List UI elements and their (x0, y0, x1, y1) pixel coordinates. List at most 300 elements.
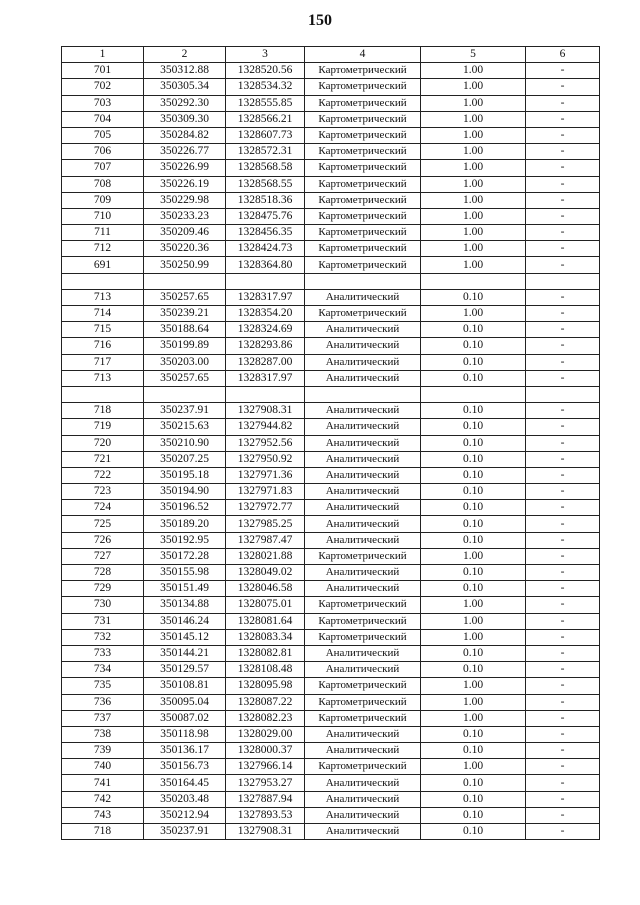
note-cell: - (526, 306, 600, 322)
accuracy-cell: 0.10 (421, 645, 526, 661)
x-coordinate-cell: 350309.30 (144, 111, 226, 127)
note-cell: - (526, 678, 600, 694)
accuracy-cell: 0.10 (421, 338, 526, 354)
point-number-cell: 722 (62, 467, 144, 483)
table-row (62, 451, 600, 467)
y-coordinate-cell: 1327966.14 (226, 759, 305, 775)
column-header: 1 (62, 47, 144, 63)
accuracy-cell: 1.00 (421, 79, 526, 95)
note-cell: - (526, 759, 600, 775)
method-cell: Картометрический (305, 678, 421, 694)
y-coordinate-cell: 1328456.35 (226, 225, 305, 241)
method-cell: Картометрический (305, 160, 421, 176)
point-number-cell: 708 (62, 176, 144, 192)
coordinates-table (61, 46, 600, 840)
x-coordinate-cell: 350226.99 (144, 160, 226, 176)
accuracy-cell: 1.00 (421, 694, 526, 710)
y-coordinate-cell: 1328287.00 (226, 354, 305, 370)
y-coordinate-cell: 1328108.48 (226, 662, 305, 678)
table-row (62, 208, 600, 224)
accuracy-cell (421, 386, 526, 402)
accuracy-cell: 1.00 (421, 95, 526, 111)
note-cell: - (526, 581, 600, 597)
x-coordinate-cell: 350257.65 (144, 289, 226, 305)
y-coordinate-cell: 1327908.31 (226, 403, 305, 419)
point-number-cell: 719 (62, 419, 144, 435)
x-coordinate-cell: 350145.12 (144, 629, 226, 645)
accuracy-cell: 1.00 (421, 548, 526, 564)
method-cell: Картометрический (305, 111, 421, 127)
y-coordinate-cell: 1328424.73 (226, 241, 305, 257)
x-coordinate-cell: 350203.00 (144, 354, 226, 370)
method-cell: Аналитический (305, 467, 421, 483)
accuracy-cell: 0.10 (421, 289, 526, 305)
method-cell: Аналитический (305, 403, 421, 419)
note-cell (526, 386, 600, 402)
note-cell: - (526, 775, 600, 791)
accuracy-cell: 0.10 (421, 403, 526, 419)
method-cell: Аналитический (305, 743, 421, 759)
method-cell: Картометрический (305, 759, 421, 775)
x-coordinate-cell: 350144.21 (144, 645, 226, 661)
point-number-cell: 712 (62, 241, 144, 257)
note-cell: - (526, 791, 600, 807)
accuracy-cell: 1.00 (421, 257, 526, 273)
point-number-cell (62, 273, 144, 289)
point-number-cell: 735 (62, 678, 144, 694)
accuracy-cell: 0.10 (421, 451, 526, 467)
note-cell: - (526, 208, 600, 224)
table-header-row (62, 47, 600, 63)
note-cell: - (526, 322, 600, 338)
column-header: 3 (226, 47, 305, 63)
y-coordinate-cell: 1327952.56 (226, 435, 305, 451)
point-number-cell: 718 (62, 403, 144, 419)
accuracy-cell: 0.10 (421, 581, 526, 597)
x-coordinate-cell: 350203.48 (144, 791, 226, 807)
x-coordinate-cell: 350155.98 (144, 565, 226, 581)
x-coordinate-cell: 350220.36 (144, 241, 226, 257)
column-header: 5 (421, 47, 526, 63)
method-cell: Картометрический (305, 79, 421, 95)
x-coordinate-cell: 350194.90 (144, 484, 226, 500)
y-coordinate-cell: 1328354.20 (226, 306, 305, 322)
table-row (62, 111, 600, 127)
x-coordinate-cell: 350229.98 (144, 192, 226, 208)
note-cell: - (526, 548, 600, 564)
method-cell: Аналитический (305, 565, 421, 581)
table-row (62, 192, 600, 208)
note-cell: - (526, 79, 600, 95)
table-row (62, 127, 600, 143)
method-cell: Аналитический (305, 824, 421, 840)
method-cell: Картометрический (305, 176, 421, 192)
x-coordinate-cell: 350239.21 (144, 306, 226, 322)
table-row (62, 322, 600, 338)
y-coordinate-cell: 1328317.97 (226, 289, 305, 305)
x-coordinate-cell: 350129.57 (144, 662, 226, 678)
point-number-cell: 724 (62, 500, 144, 516)
y-coordinate-cell: 1327887.94 (226, 791, 305, 807)
y-coordinate-cell: 1328534.32 (226, 79, 305, 95)
note-cell: - (526, 694, 600, 710)
accuracy-cell: 1.00 (421, 192, 526, 208)
method-cell (305, 273, 421, 289)
point-number-cell: 737 (62, 710, 144, 726)
table-row (62, 273, 600, 289)
y-coordinate-cell: 1327971.83 (226, 484, 305, 500)
note-cell: - (526, 111, 600, 127)
table-row (62, 726, 600, 742)
y-coordinate-cell: 1327971.36 (226, 467, 305, 483)
note-cell: - (526, 645, 600, 661)
y-coordinate-cell: 1328520.56 (226, 63, 305, 79)
note-cell: - (526, 257, 600, 273)
x-coordinate-cell: 350188.64 (144, 322, 226, 338)
point-number-cell: 717 (62, 354, 144, 370)
x-coordinate-cell: 350210.90 (144, 435, 226, 451)
column-header: 6 (526, 47, 600, 63)
accuracy-cell: 0.10 (421, 419, 526, 435)
x-coordinate-cell: 350156.73 (144, 759, 226, 775)
x-coordinate-cell: 350134.88 (144, 597, 226, 613)
table-row (62, 532, 600, 548)
table-row (62, 597, 600, 613)
y-coordinate-cell: 1327950.92 (226, 451, 305, 467)
accuracy-cell: 1.00 (421, 613, 526, 629)
accuracy-cell: 0.10 (421, 824, 526, 840)
method-cell: Аналитический (305, 354, 421, 370)
method-cell: Аналитический (305, 370, 421, 386)
point-number-cell: 691 (62, 257, 144, 273)
method-cell: Картометрический (305, 127, 421, 143)
x-coordinate-cell: 350196.52 (144, 500, 226, 516)
note-cell: - (526, 516, 600, 532)
x-coordinate-cell: 350118.98 (144, 726, 226, 742)
note-cell: - (526, 289, 600, 305)
note-cell: - (526, 451, 600, 467)
point-number-cell: 703 (62, 95, 144, 111)
y-coordinate-cell: 1328000.37 (226, 743, 305, 759)
accuracy-cell: 1.00 (421, 597, 526, 613)
method-cell: Аналитический (305, 419, 421, 435)
accuracy-cell: 0.10 (421, 775, 526, 791)
y-coordinate-cell: 1328324.69 (226, 322, 305, 338)
accuracy-cell: 0.10 (421, 565, 526, 581)
table-row (62, 484, 600, 500)
x-coordinate-cell: 350284.82 (144, 127, 226, 143)
table-row (62, 694, 600, 710)
point-number-cell: 732 (62, 629, 144, 645)
x-coordinate-cell: 350226.77 (144, 144, 226, 160)
method-cell: Аналитический (305, 775, 421, 791)
y-coordinate-cell: 1328568.58 (226, 160, 305, 176)
note-cell: - (526, 127, 600, 143)
method-cell: Аналитический (305, 807, 421, 823)
accuracy-cell: 0.10 (421, 484, 526, 500)
note-cell: - (526, 532, 600, 548)
point-number-cell: 718 (62, 824, 144, 840)
note-cell: - (526, 176, 600, 192)
method-cell: Аналитический (305, 435, 421, 451)
x-coordinate-cell: 350226.19 (144, 176, 226, 192)
note-cell: - (526, 241, 600, 257)
x-coordinate-cell: 350312.88 (144, 63, 226, 79)
x-coordinate-cell: 350146.24 (144, 613, 226, 629)
method-cell: Картометрический (305, 257, 421, 273)
table-row (62, 775, 600, 791)
y-coordinate-cell: 1328607.73 (226, 127, 305, 143)
note-cell: - (526, 370, 600, 386)
table-row (62, 743, 600, 759)
point-number-cell: 713 (62, 289, 144, 305)
method-cell: Аналитический (305, 289, 421, 305)
note-cell: - (526, 144, 600, 160)
note-cell: - (526, 500, 600, 516)
table-row (62, 467, 600, 483)
table-row (62, 791, 600, 807)
point-number-cell: 738 (62, 726, 144, 742)
x-coordinate-cell: 350192.95 (144, 532, 226, 548)
y-coordinate-cell: 1328364.80 (226, 257, 305, 273)
x-coordinate-cell: 350189.20 (144, 516, 226, 532)
accuracy-cell: 1.00 (421, 63, 526, 79)
table-row (62, 516, 600, 532)
point-number-cell: 734 (62, 662, 144, 678)
accuracy-cell: 1.00 (421, 127, 526, 143)
point-number-cell: 706 (62, 144, 144, 160)
x-coordinate-cell: 350195.18 (144, 467, 226, 483)
y-coordinate-cell: 1328081.64 (226, 613, 305, 629)
x-coordinate-cell: 350292.30 (144, 95, 226, 111)
method-cell: Картометрический (305, 192, 421, 208)
y-coordinate-cell (226, 273, 305, 289)
note-cell: - (526, 484, 600, 500)
table-row (62, 95, 600, 111)
x-coordinate-cell: 350215.63 (144, 419, 226, 435)
x-coordinate-cell: 350164.45 (144, 775, 226, 791)
table-row (62, 289, 600, 305)
y-coordinate-cell (226, 386, 305, 402)
table-row (62, 548, 600, 564)
x-coordinate-cell: 350250.99 (144, 257, 226, 273)
table-row (62, 386, 600, 402)
y-coordinate-cell: 1327953.27 (226, 775, 305, 791)
method-cell: Аналитический (305, 500, 421, 516)
note-cell: - (526, 225, 600, 241)
y-coordinate-cell: 1328049.02 (226, 565, 305, 581)
column-header: 4 (305, 47, 421, 63)
accuracy-cell: 0.10 (421, 370, 526, 386)
y-coordinate-cell: 1328029.00 (226, 726, 305, 742)
accuracy-cell: 0.10 (421, 807, 526, 823)
table-row (62, 500, 600, 516)
x-coordinate-cell: 350305.34 (144, 79, 226, 95)
table-row (62, 662, 600, 678)
y-coordinate-cell: 1328572.31 (226, 144, 305, 160)
note-cell: - (526, 726, 600, 742)
table-row (62, 824, 600, 840)
accuracy-cell: 1.00 (421, 678, 526, 694)
column-header: 2 (144, 47, 226, 63)
note-cell: - (526, 743, 600, 759)
method-cell: Аналитический (305, 451, 421, 467)
method-cell: Картометрический (305, 597, 421, 613)
accuracy-cell: 1.00 (421, 710, 526, 726)
accuracy-cell: 0.10 (421, 467, 526, 483)
x-coordinate-cell: 350172.28 (144, 548, 226, 564)
y-coordinate-cell: 1327987.47 (226, 532, 305, 548)
method-cell: Картометрический (305, 63, 421, 79)
page-number: 150 (308, 12, 332, 29)
y-coordinate-cell: 1328555.85 (226, 95, 305, 111)
y-coordinate-cell: 1327985.25 (226, 516, 305, 532)
y-coordinate-cell: 1328293.86 (226, 338, 305, 354)
method-cell: Аналитический (305, 726, 421, 742)
method-cell: Картометрический (305, 95, 421, 111)
accuracy-cell: 1.00 (421, 208, 526, 224)
point-number-cell: 727 (62, 548, 144, 564)
table-row (62, 807, 600, 823)
method-cell: Аналитический (305, 338, 421, 354)
x-coordinate-cell: 350212.94 (144, 807, 226, 823)
point-number-cell: 720 (62, 435, 144, 451)
y-coordinate-cell: 1327972.77 (226, 500, 305, 516)
point-number-cell: 711 (62, 225, 144, 241)
accuracy-cell: 0.10 (421, 791, 526, 807)
point-number-cell: 723 (62, 484, 144, 500)
table-row (62, 354, 600, 370)
x-coordinate-cell: 350095.04 (144, 694, 226, 710)
accuracy-cell: 1.00 (421, 241, 526, 257)
point-number-cell (62, 386, 144, 402)
point-number-cell: 731 (62, 613, 144, 629)
table-row (62, 710, 600, 726)
point-number-cell: 736 (62, 694, 144, 710)
y-coordinate-cell: 1328317.97 (226, 370, 305, 386)
method-cell (305, 386, 421, 402)
point-number-cell: 721 (62, 451, 144, 467)
method-cell: Аналитический (305, 532, 421, 548)
table-row (62, 629, 600, 645)
method-cell: Аналитический (305, 484, 421, 500)
method-cell: Аналитический (305, 322, 421, 338)
note-cell: - (526, 63, 600, 79)
accuracy-cell: 0.10 (421, 532, 526, 548)
note-cell: - (526, 354, 600, 370)
table-row (62, 63, 600, 79)
accuracy-cell: 1.00 (421, 111, 526, 127)
accuracy-cell: 0.10 (421, 662, 526, 678)
table-row (62, 225, 600, 241)
y-coordinate-cell: 1328075.01 (226, 597, 305, 613)
accuracy-cell: 1.00 (421, 759, 526, 775)
y-coordinate-cell: 1327893.53 (226, 807, 305, 823)
accuracy-cell: 0.10 (421, 726, 526, 742)
note-cell: - (526, 467, 600, 483)
method-cell: Картометрический (305, 613, 421, 629)
accuracy-cell (421, 273, 526, 289)
y-coordinate-cell: 1328083.34 (226, 629, 305, 645)
table-row (62, 565, 600, 581)
note-cell: - (526, 597, 600, 613)
y-coordinate-cell: 1328087.22 (226, 694, 305, 710)
method-cell: Аналитический (305, 645, 421, 661)
accuracy-cell: 0.10 (421, 500, 526, 516)
point-number-cell: 726 (62, 532, 144, 548)
table-row (62, 613, 600, 629)
note-cell: - (526, 192, 600, 208)
note-cell: - (526, 710, 600, 726)
method-cell: Аналитический (305, 662, 421, 678)
y-coordinate-cell: 1328046.58 (226, 581, 305, 597)
method-cell: Картометрический (305, 694, 421, 710)
x-coordinate-cell: 350108.81 (144, 678, 226, 694)
point-number-cell: 704 (62, 111, 144, 127)
point-number-cell: 729 (62, 581, 144, 597)
point-number-cell: 741 (62, 775, 144, 791)
point-number-cell: 710 (62, 208, 144, 224)
point-number-cell: 725 (62, 516, 144, 532)
point-number-cell: 740 (62, 759, 144, 775)
method-cell: Аналитический (305, 791, 421, 807)
point-number-cell: 713 (62, 370, 144, 386)
y-coordinate-cell: 1327944.82 (226, 419, 305, 435)
y-coordinate-cell: 1328518.36 (226, 192, 305, 208)
note-cell: - (526, 338, 600, 354)
accuracy-cell: 0.10 (421, 354, 526, 370)
note-cell: - (526, 419, 600, 435)
method-cell: Картометрический (305, 548, 421, 564)
table-row (62, 79, 600, 95)
point-number-cell: 730 (62, 597, 144, 613)
point-number-cell: 728 (62, 565, 144, 581)
point-number-cell: 709 (62, 192, 144, 208)
method-cell: Картометрический (305, 208, 421, 224)
note-cell: - (526, 807, 600, 823)
accuracy-cell: 1.00 (421, 176, 526, 192)
method-cell: Картометрический (305, 306, 421, 322)
y-coordinate-cell: 1328082.23 (226, 710, 305, 726)
point-number-cell: 705 (62, 127, 144, 143)
y-coordinate-cell: 1327908.31 (226, 824, 305, 840)
x-coordinate-cell: 350207.25 (144, 451, 226, 467)
point-number-cell: 701 (62, 63, 144, 79)
table-row (62, 160, 600, 176)
point-number-cell: 714 (62, 306, 144, 322)
x-coordinate-cell: 350087.02 (144, 710, 226, 726)
point-number-cell: 715 (62, 322, 144, 338)
table-row (62, 419, 600, 435)
note-cell: - (526, 160, 600, 176)
accuracy-cell: 1.00 (421, 306, 526, 322)
point-number-cell: 742 (62, 791, 144, 807)
table-row (62, 370, 600, 386)
point-number-cell: 739 (62, 743, 144, 759)
accuracy-cell: 1.00 (421, 144, 526, 160)
method-cell: Аналитический (305, 581, 421, 597)
x-coordinate-cell (144, 386, 226, 402)
accuracy-cell: 0.10 (421, 743, 526, 759)
table-row (62, 645, 600, 661)
x-coordinate-cell (144, 273, 226, 289)
point-number-cell: 743 (62, 807, 144, 823)
y-coordinate-cell: 1328566.21 (226, 111, 305, 127)
accuracy-cell: 1.00 (421, 160, 526, 176)
x-coordinate-cell: 350199.89 (144, 338, 226, 354)
y-coordinate-cell: 1328082.81 (226, 645, 305, 661)
note-cell: - (526, 435, 600, 451)
